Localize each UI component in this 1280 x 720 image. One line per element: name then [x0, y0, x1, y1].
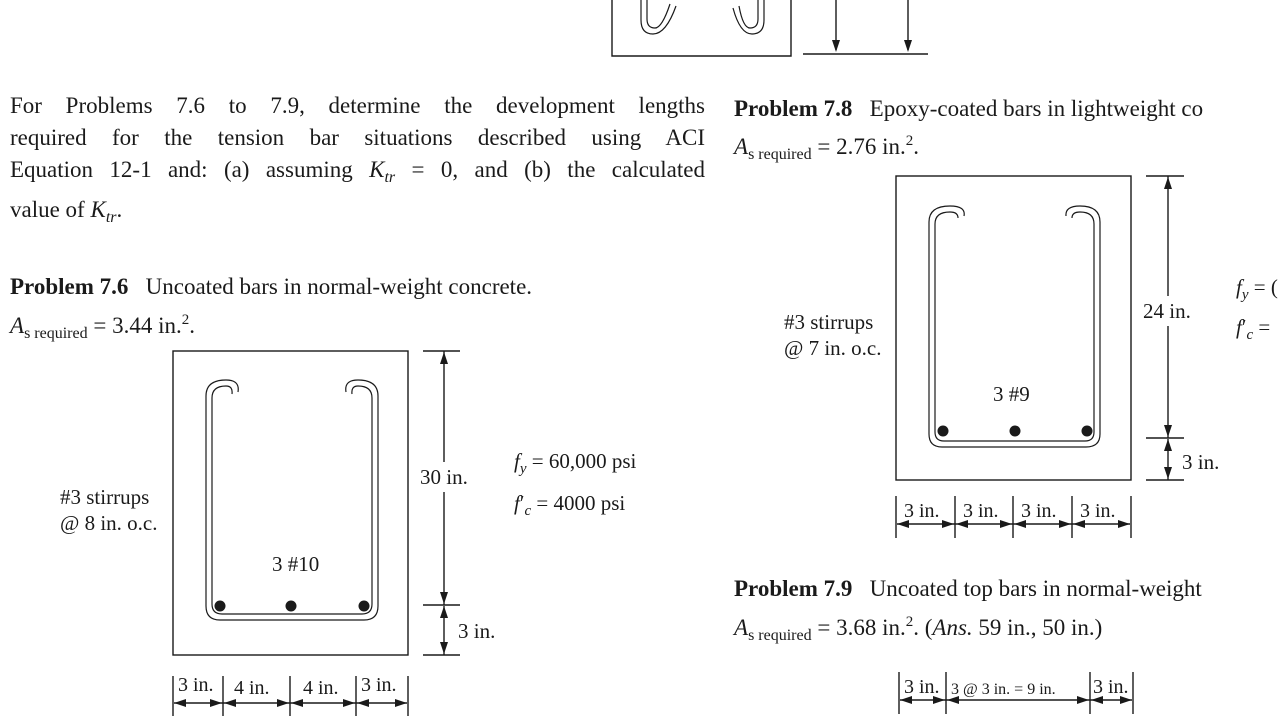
stirrups-label-7-6: #3 stirrups @ 8 in. o.c. — [60, 485, 158, 535]
beam-section-7-8 — [896, 176, 1184, 538]
fy-label-7-8: $f_y$ = ( — [1236, 275, 1278, 303]
height-dimension-7-8: 24 in. — [1143, 299, 1191, 323]
problem-7-8-description: Epoxy-coated bars in lightweight co — [869, 96, 1204, 121]
width-dimension-7-9-3: 3 in. — [1093, 676, 1129, 698]
problem-7-9-heading — [734, 573, 1202, 605]
problem-7-8-title: Problem 7.8 — [734, 96, 853, 121]
width-dimension-7-6-4: 3 in. — [361, 674, 397, 696]
bars-label-7-8: 3 #9 — [993, 382, 1030, 406]
answer-value: 59 in., 50 in.) — [972, 615, 1103, 640]
width-dimension-7-8-3: 3 in. — [1021, 500, 1057, 522]
intro-line-3: Equation 12-1 and: (a) assuming $K_{tr} = 0$, and (b) the calculated — [10, 157, 705, 186]
bar-7-8-3 — [1082, 426, 1093, 437]
problem-7-6-area: $A_{s required} = 3.44$ in.$^2$. — [10, 312, 195, 342]
width-dimension-7-8-2: 3 in. — [963, 500, 999, 522]
fc-label-7-8: $f'_c$ = — [1236, 315, 1271, 343]
bar-7-6-3 — [359, 601, 370, 612]
width-dimension-7-9-1: 3 in. — [904, 676, 940, 698]
intro-line-1: For Problems 7.6 to 7.9, determine the development lengths — [10, 93, 705, 118]
width-dimension-7-6-2: 4 in. — [234, 677, 270, 699]
bar-7-6-1 — [215, 601, 226, 612]
width-dimension-7-8-1: 3 in. — [904, 500, 940, 522]
previous-figure-fragment — [612, 0, 928, 56]
intro-line-4: value of $K_{tr}$. — [10, 197, 123, 226]
width-dimension-7-9-2: 3 @ 3 in. = 9 in. — [951, 681, 1056, 698]
width-dimension-7-6-3: 4 in. — [303, 677, 339, 699]
cover-dimension-7-8: 3 in. — [1182, 450, 1220, 474]
problem-7-9-area: $A_{s required} = 3.68$ in.$^2$. (Ans. 59 in., 50 in.) — [734, 614, 1103, 644]
problem-7-8-heading — [734, 93, 1203, 125]
problem-7-8-area: $A_{s required} = 2.76$ in.$^2$. — [734, 133, 919, 163]
problem-7-9-title: Problem 7.9 — [734, 576, 853, 601]
cover-dimension-7-6: 3 in. — [458, 619, 496, 643]
height-dimension-7-6: 30 in. — [420, 465, 468, 489]
intro-line-2: required for the tension bar situations described using ACI — [10, 125, 705, 150]
fy-label-7-6: $f_y = 60,000$ psi — [514, 449, 637, 477]
answer-label: Ans. — [932, 615, 973, 640]
bars-label-7-6: 3 #10 — [272, 552, 320, 576]
problem-7-6-title: Problem 7.6 — [10, 274, 129, 299]
bar-7-6-2 — [286, 601, 297, 612]
width-dimension-7-8-4: 3 in. — [1080, 500, 1116, 522]
beam-section-7-6 — [173, 351, 460, 716]
problem-7-9-description: Uncoated top bars in normal-weight — [869, 576, 1202, 601]
problem-7-6-heading — [10, 271, 532, 303]
problem-7-6-description: Uncoated bars in normal-weight concrete. — [145, 274, 533, 299]
fc-label-7-6: $f'_c = 4000$ psi — [514, 491, 626, 519]
bar-7-8-1 — [938, 426, 949, 437]
intro-paragraph — [10, 90, 705, 234]
bar-7-8-2 — [1010, 426, 1021, 437]
stirrups-label-7-8: #3 stirrups @ 7 in. o.c. — [784, 310, 882, 360]
width-dimension-7-6-1: 3 in. — [178, 674, 214, 696]
